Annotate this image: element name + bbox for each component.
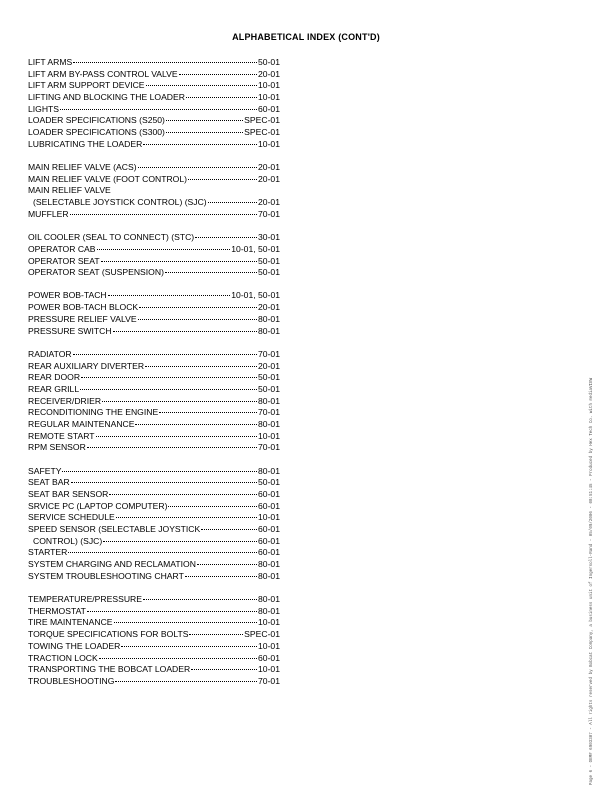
dot-leader [165,272,257,273]
index-entry [28,629,280,641]
index-term: TEMPERATURE/PRESSURE [28,594,142,605]
dot-leader [116,517,257,518]
dot-leader [188,179,257,180]
dot-leader [201,529,257,530]
dot-leader [96,436,257,437]
dot-leader [80,389,257,390]
index-entry [28,139,280,151]
index-term: RECEIVER/DRIER [28,395,102,406]
index-entry [28,314,280,326]
page-reference: 80-01 [258,605,280,616]
dot-leader [70,214,257,215]
index-entry [28,361,280,373]
dot-leader [71,482,257,483]
index-term: PRESSURE RELIEF VALVE [28,313,137,324]
page-reference: 70-01 [258,208,280,219]
index-term: LIFTING AND BLOCKING THE LOADER [28,92,185,103]
index-term: SYSTEM TROUBLESHOOTING CHART [28,570,184,581]
index-entry [28,489,280,501]
page-reference: 20-01 [258,197,280,208]
index-term: REAR AUXILIARY DIVERTER [28,360,145,371]
index-term: SAFETY [28,465,62,476]
dot-leader [179,74,257,75]
page-reference: 80-01 [258,313,280,324]
index-term: TOWING THE LOADER [28,640,121,651]
dot-leader [62,471,257,472]
index-group [28,290,280,337]
dot-leader [197,564,257,565]
page-reference: SPEC-01 [244,127,280,138]
index-entry [28,466,280,478]
index-entry [28,197,280,209]
dot-leader [81,377,257,378]
index-entry [28,653,280,665]
index-entry [28,419,280,431]
page-reference: 10-01 [258,430,280,441]
index-term: OPERATOR SEAT (SUSPENSION) [28,267,164,278]
page-reference: 20-01 [258,68,280,79]
page-reference: 60-01 [258,652,280,663]
index-term: RADIATOR [28,348,72,359]
page-reference: 10-01 [258,512,280,523]
index-entry [28,80,280,92]
index-term: LUBRICATING THE LOADER [28,138,143,149]
page-reference: 20-01 [258,302,280,313]
dot-leader [139,307,257,308]
page-reference: 80-01 [258,570,280,581]
index-entry [28,559,280,571]
page-reference: SPEC-01 [244,629,280,640]
index-term: SRVICE PC (LAPTOP COMPUTER) [28,500,168,511]
page-reference: 70-01 [258,348,280,359]
index-entry [28,185,280,197]
page-reference: 50-01 [258,372,280,383]
index-entry [28,162,280,174]
dot-leader [115,681,257,682]
index-term: TRACTION LOCK [28,652,98,663]
dot-leader [185,576,257,577]
index-entry [28,57,280,69]
index-term: LIGHTS [28,103,60,114]
index-group [28,232,280,279]
page-reference: 50-01 [258,383,280,394]
index-term: REGULAR MAINTENANCE [28,418,135,429]
page-reference: 60-01 [258,488,280,499]
page-reference: 60-01 [258,547,280,558]
page-reference: 80-01 [258,594,280,605]
index-entry [28,477,280,489]
index-term: RPM SENSOR [28,442,86,453]
index-term: LIFT ARM SUPPORT DEVICE [28,80,145,91]
dot-leader [121,646,257,647]
dot-leader [68,552,257,553]
index-entry [28,676,280,688]
index-entry [28,372,280,384]
page-reference: 10-01 [258,92,280,103]
index-group [28,349,280,454]
index-term: CONTROL) (SJC) [33,535,103,546]
index-term: THERMOSTAT [28,605,86,616]
index-group [28,57,280,151]
index-term: POWER BOB-TACH [28,290,107,301]
index-term: TRANSPORTING THE BOBCAT LOADER [28,664,191,675]
page-reference: 80-01 [258,418,280,429]
index-term: (SELECTABLE JOYSTICK CONTROL) (SJC) [33,197,207,208]
dot-leader [145,366,257,367]
dot-leader [113,331,257,332]
page-reference: 50-01 [258,267,280,278]
index-term: MAIN RELIEF VALVE [28,185,111,196]
page-reference: 10-01, 50-01 [231,290,280,301]
index-term: REMOTE START [28,430,95,441]
index-entry [28,442,280,454]
page-reference: 60-01 [258,535,280,546]
page-reference: 80-01 [258,559,280,570]
index-entry [28,104,280,116]
index-entry [28,664,280,676]
dot-leader [73,354,257,355]
index-term: TIRE MAINTENANCE [28,617,113,628]
dot-leader [138,319,257,320]
index-entry [28,92,280,104]
index-entry [28,384,280,396]
index-term: TROUBLESHOOTING [28,675,115,686]
page-reference: 70-01 [258,442,280,453]
index-term: LOADER SPECIFICATIONS (S300) [28,127,165,138]
page-reference: 60-01 [258,524,280,535]
page-reference: 10-01 [258,138,280,149]
dot-leader [73,62,257,63]
index-term: SEAT BAR SENSOR [28,488,109,499]
index-entry [28,267,280,279]
index-term: PRESSURE SWITCH [28,325,112,336]
index-term: SERVICE SCHEDULE [28,512,115,523]
index-term: MUFFLER [28,208,69,219]
page-reference: 30-01 [258,232,280,243]
page-reference: 10-01 [258,617,280,628]
page-reference: 80-01 [258,395,280,406]
index-entry [28,536,280,548]
index-term: SEAT BAR [28,477,70,488]
dot-leader [87,447,257,448]
dot-leader [109,494,257,495]
dot-leader [101,261,257,262]
page-reference: 60-01 [258,500,280,511]
index-entry [28,571,280,583]
index-entry [28,127,280,139]
page-reference: 80-01 [258,325,280,336]
page-reference: 70-01 [258,675,280,686]
dot-leader [166,120,243,121]
page-reference: 50-01 [258,57,280,67]
dot-leader [208,202,257,203]
dot-leader [189,634,243,635]
index-entry [28,115,280,127]
index-entry [28,407,280,419]
index-entry [28,524,280,536]
index-entry [28,174,280,186]
dot-leader [168,506,257,507]
page-reference: 70-01 [258,407,280,418]
dot-leader [143,144,257,145]
index-group [28,466,280,583]
index-entry [28,617,280,629]
page-reference: 10-01 [258,664,280,675]
dot-leader [103,541,257,542]
index-entry [28,302,280,314]
index-entry [28,244,280,256]
index-term: LIFT ARMS [28,57,73,67]
index-entry [28,209,280,221]
index-entry [28,326,280,338]
index-entry [28,641,280,653]
dot-leader [138,167,257,168]
dot-leader [166,132,243,133]
index-term: MAIN RELIEF VALVE (FOOT CONTROL) [28,173,188,184]
dot-leader [87,611,257,612]
dot-leader [102,401,257,402]
index-group [28,162,280,220]
index-entry [28,547,280,559]
index-term: STARTER [28,547,68,558]
page-reference: 10-01 [258,640,280,651]
index-entry [28,431,280,443]
index-entry [28,396,280,408]
dot-leader [114,622,258,623]
dot-leader [143,599,257,600]
page-reference: SPEC-01 [244,115,280,126]
index-entry [28,594,280,606]
page-reference: 20-01 [258,162,280,173]
index-term: MAIN RELIEF VALVE (ACS) [28,162,137,173]
index-entry [28,232,280,244]
dot-leader [135,424,257,425]
dot-leader [97,249,231,250]
dot-leader [159,412,257,413]
index-term: OPERATOR CAB [28,243,96,254]
dot-leader [146,85,257,86]
index-group [28,594,280,688]
index-term: SYSTEM CHARGING AND RECLAMATION [28,559,196,570]
index-term: POWER BOB-TACH BLOCK [28,302,139,313]
index-term: OIL COOLER (SEAL TO CONNECT) (STC) [28,232,195,243]
page-reference: 50-01 [258,477,280,488]
dot-leader [99,658,257,659]
page-reference: 10-01 [258,80,280,91]
index-entry [28,69,280,81]
page-reference: 20-01 [258,360,280,371]
index-term: REAR DOOR [28,372,81,383]
side-footer-note: Page 6 - OEM# 6903307 - All rights reserved by Bobcat Company, a business unit of Ingersoll-Rand - 05/09/2006 - 08:51:45 - Produced by Hex Tech Co. with mediaVIEW [590,377,594,785]
index-entry [28,501,280,513]
index-entry [28,290,280,302]
dot-leader [60,109,257,110]
dot-leader [191,669,257,670]
index-term: LIFT ARM BY-PASS CONTROL VALVE [28,68,178,79]
page-title: ALPHABETICAL INDEX (CONT'D) [232,32,380,42]
index-entry [28,349,280,361]
index-term: SPEED SENSOR (SELECTABLE JOYSTICK [28,524,201,535]
dot-leader [195,237,257,238]
page-reference: 50-01 [258,255,280,266]
index-term: REAR GRILL [28,383,80,394]
dot-leader [108,295,231,296]
page-reference: 80-01 [258,465,280,476]
index-term: OPERATOR SEAT [28,255,100,266]
page-reference: 10-01, 50-01 [231,243,280,254]
page-reference: 60-01 [258,103,280,114]
dot-leader [186,97,257,98]
index-entry [28,256,280,268]
page-reference: 20-01 [258,173,280,184]
index-term: TORQUE SPECIFICATIONS FOR BOLTS [28,629,189,640]
index-term: RECONDITIONING THE ENGINE [28,407,159,418]
alphabetical-index [28,57,280,699]
index-term: LOADER SPECIFICATIONS (S250) [28,115,165,126]
index-entry [28,606,280,618]
index-entry [28,512,280,524]
